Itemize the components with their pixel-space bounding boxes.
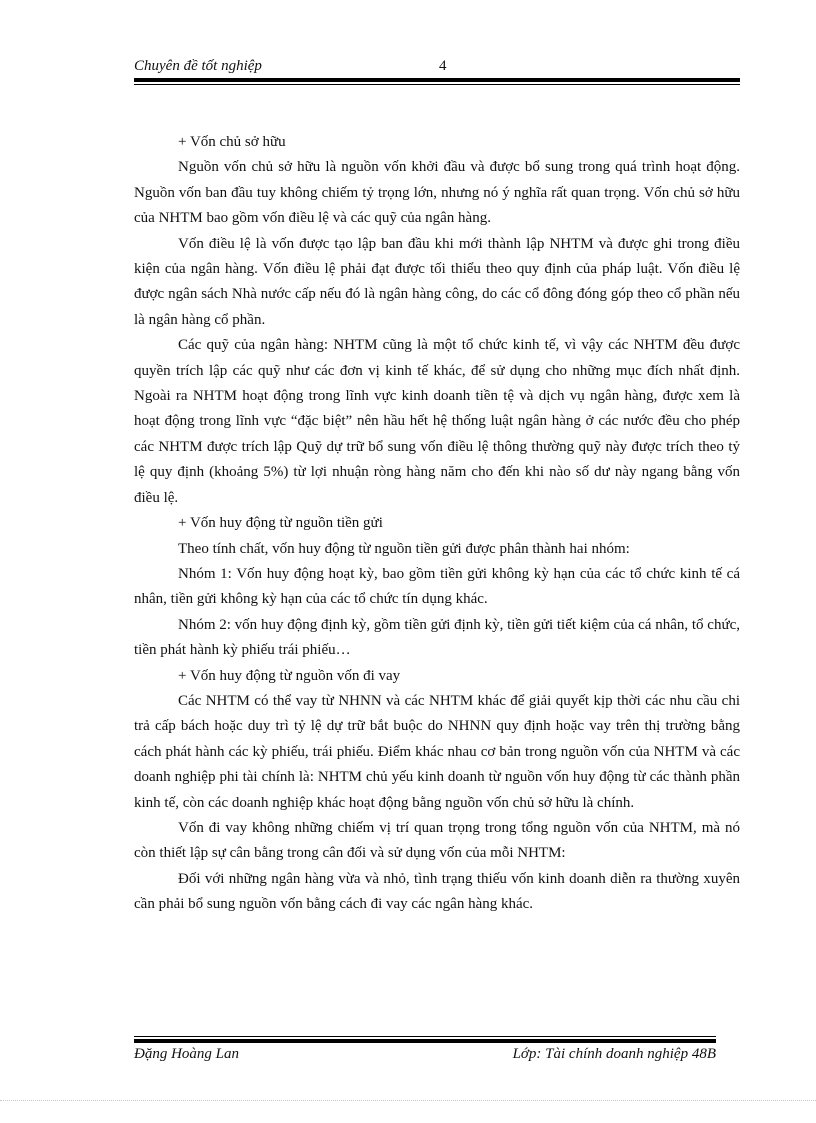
author-name: Đặng Hoàng Lan xyxy=(134,1046,240,1062)
page-footer xyxy=(134,1044,716,1070)
section-heading: + Vốn chủ sở hữu xyxy=(178,134,286,150)
section-heading: + Vốn huy động từ nguồn vốn đi vay xyxy=(178,667,401,684)
body-paragraph: Theo tính chất, vốn huy động từ nguồn tiền gửi được phân thành hai nhóm: xyxy=(178,540,630,557)
page-boundary xyxy=(0,1100,816,1101)
body-paragraph: Đối với những ngân hàng vừa và nhỏ, tình trạng thiếu vốn kinh doanh diễn ra thường xuyên cần phải bổ sung nguồn vốn bằng cách đi vay các ngân hàng khác. xyxy=(134,870,740,913)
body-paragraph: Nhóm 2: vốn huy động định kỳ, gồm tiền gửi định kỳ, tiền gửi tiết kiệm của cá nhân, tổ chức, tiền phát hành kỳ phiếu trái phiếu… xyxy=(134,616,740,659)
header-rule-thick xyxy=(134,78,740,82)
class-name: Lớp: Tài chính doanh nghiệp 48B xyxy=(512,1046,716,1062)
body-paragraph: Các NHTM có thể vay từ NHNN và các NHTM khác để giải quyết kịp thời các nhu cầu chi trả cấp bách hoặc duy trì tỷ lệ dự trữ bắt buộc do NHNN quy định hoặc vay trên thị trường bằng cách phát hành các kỳ phiếu, trái phiếu. Điểm khác nhau cơ bản trong nguồn vốn của NHTM và các doanh nghiệp phi tài chính là: NHTM chủ yếu kinh doanh từ nguồn vốn huy động từ các thành phần kinh tế, còn các doanh nghiệp khác hoạt động bằng nguồn vốn chủ sở hữu là chính. xyxy=(134,692,740,811)
body-paragraph: Vốn điều lệ là vốn được tạo lập ban đầu khi mới thành lập NHTM và được ghi trong điều kiện của ngân hàng. Vốn điều lệ phải đạt được tối thiểu theo quy định của pháp luật. Vốn điều lệ được ngân sách Nhà nước cấp nếu đó là ngân hàng công, do các cổ đông đóng góp theo cổ phần nếu là ngân hàng cổ phần. xyxy=(134,235,740,328)
page-number: 4 xyxy=(439,58,447,74)
body-paragraph: Nhóm 1: Vốn huy động hoạt kỳ, bao gồm tiền gửi không kỳ hạn của các tổ chức kinh tế cá nhân, tiền gửi không kỳ hạn của các tổ chức tín dụng khác. xyxy=(134,565,740,608)
section-heading: + Vốn huy động từ nguồn tiền gửi xyxy=(178,515,383,532)
footer-rule-thin xyxy=(134,1036,716,1037)
body-paragraph: Vốn đi vay không những chiếm vị trí quan trọng trong tổng nguồn vốn của NHTM, mà nó còn thiết lập sự cân bằng trong cân đối và sử dụng vốn của mỗi NHTM: xyxy=(134,819,740,862)
body-paragraph: Các quỹ của ngân hàng: NHTM cũng là một tổ chức kinh tế, vì vậy các NHTM đều được quyền trích lập các quỹ như các đơn vị kinh tế khác, để sử dụng cho những mục đích nhất định. Ngoài ra NHTM hoạt động trong lĩnh vực kinh doanh tiền tệ và dịch vụ ngân hàng, được xem là hoạt động trong lĩnh vực “đặc biệt” nên hầu hết hệ thống luật ngân hàng ở các nước đều cho phép các NHTM được trích lập Quỹ dự trữ bổ sung vốn điều lệ thông thường quỹ này được trích theo tỷ lệ quy định (khoảng 5%) từ lợi nhuận ròng hàng năm cho đến khi nào số dư này ngang bằng vốn điều lệ. xyxy=(134,337,740,506)
page-body xyxy=(134,130,740,918)
header-rule-thin xyxy=(134,84,740,85)
document-title: Chuyên đề tốt nghiệp xyxy=(134,58,262,74)
body-paragraph: Nguồn vốn chủ sở hữu là nguồn vốn khởi đầu và được bổ sung trong quá trình hoạt động. Nguồn vốn ban đầu tuy không chiếm tỷ trọng lớn, nhưng nó ý nghĩa rất quan trọng. Vốn chủ sở hữu của NHTM bao gồm vốn điều lệ và các quỹ của ngân hàng. xyxy=(134,159,740,227)
footer-rule-thick xyxy=(134,1039,716,1043)
